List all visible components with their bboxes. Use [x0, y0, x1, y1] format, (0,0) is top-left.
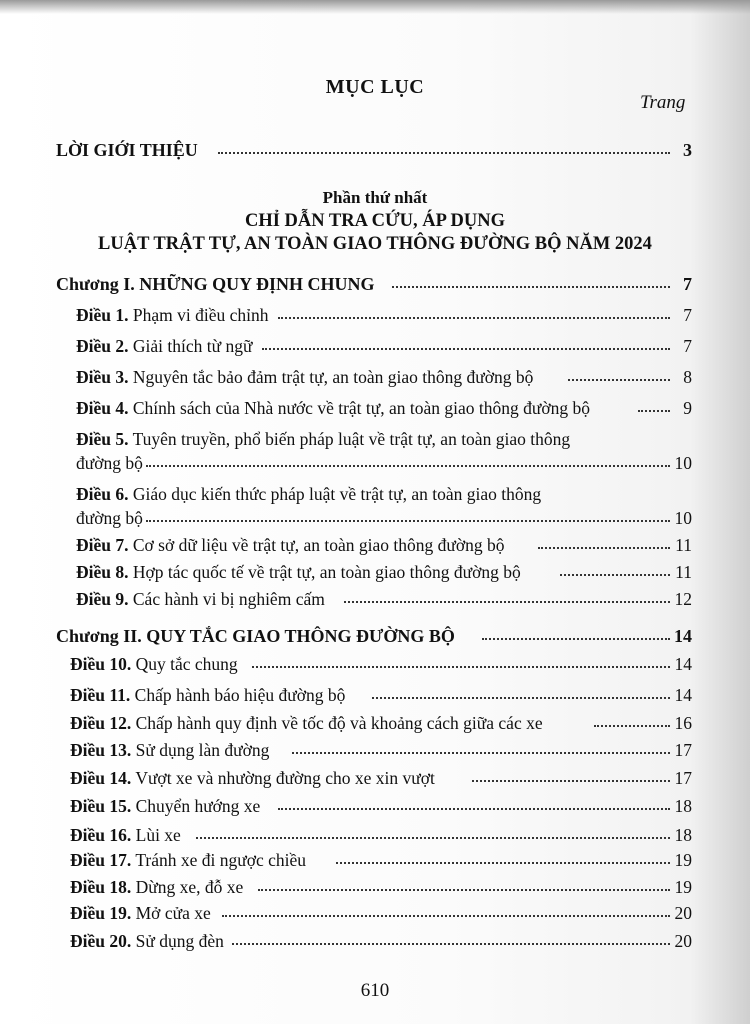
article-page: 7: [683, 305, 692, 325]
article-title: Quy tắc chung: [135, 654, 238, 674]
toc-entry-article-5: [0, 429, 750, 479]
article-number: Điều 12.: [70, 713, 132, 733]
article-number: Điều 1.: [76, 305, 129, 325]
dot-leader: [146, 465, 670, 467]
toc-title: MỤC LỤC: [325, 76, 425, 98]
article-page: 18: [674, 796, 692, 816]
toc-entry-intro: [0, 140, 750, 164]
dot-leader: [336, 862, 670, 864]
toc-entry-chapter-2: [0, 626, 750, 650]
dot-leader: [472, 780, 670, 782]
dot-leader: [638, 410, 670, 412]
toc-entry-article-3: [0, 367, 750, 391]
article-page: 8: [683, 367, 692, 387]
chapter-label: Chương II. QUY TẮC GIAO THÔNG ĐƯỜNG BỘ: [56, 626, 455, 646]
page-top-shadow: [0, 0, 750, 14]
part-title-line2: LUẬT TRẬT TỰ, AN TOÀN GIAO THÔNG ĐƯỜNG BỘ NĂM 2024: [98, 234, 652, 254]
toc-entry-article-9: [0, 589, 750, 613]
toc-entry-article-8: [0, 562, 750, 586]
article-page: 14: [674, 654, 692, 674]
article-title: Giải thích từ ngữ: [132, 336, 253, 356]
article-page: 14: [674, 685, 692, 705]
part-title-line1: CHỈ DẪN TRA CỨU, ÁP DỤNG: [244, 211, 506, 231]
article-title: Sử dụng đèn: [135, 931, 224, 951]
page-number: 610: [360, 980, 390, 1001]
article-title: Chấp hành báo hiệu đường bộ: [134, 685, 346, 705]
article-title: Phạm vi điều chỉnh: [132, 305, 269, 325]
toc-entry-article-16: [0, 825, 750, 849]
article-page: 10: [674, 453, 692, 473]
toc-entry-article-7: [0, 535, 750, 559]
article-number: Điều 14.: [70, 768, 132, 788]
article-page: 17: [674, 740, 692, 760]
intro-page: 3: [683, 140, 692, 160]
toc-entry-article-13: [0, 740, 750, 764]
dot-leader: [278, 808, 670, 810]
dot-leader: [568, 379, 670, 381]
article-title: Các hành vi bị nghiêm cấm: [132, 589, 325, 609]
page-column-label: Trang: [640, 92, 686, 113]
article-page: 11: [675, 535, 692, 555]
dot-leader: [232, 943, 670, 945]
article-title: Tránh xe đi ngược chiều: [135, 850, 307, 870]
article-page: 20: [674, 903, 692, 923]
article-title: Mở cửa xe: [135, 903, 211, 923]
article-title: Chính sách của Nhà nước về trật tự, an toàn giao thông đường bộ: [132, 398, 591, 418]
article-page: 17: [674, 768, 692, 788]
chapter-page: 14: [674, 626, 692, 646]
article-title: Cơ sở dữ liệu về trật tự, an toàn giao thông đường bộ: [132, 535, 505, 555]
toc-entry-article-19: [0, 903, 750, 927]
article-number: Điều 7.: [76, 535, 129, 555]
dot-leader: [258, 889, 670, 891]
toc-entry-article-2: [0, 336, 750, 360]
article-page: 11: [675, 562, 692, 582]
article-page: 10: [674, 508, 692, 528]
toc-entry-article-6: [0, 484, 750, 534]
dot-leader: [278, 317, 670, 319]
dot-leader: [196, 837, 670, 839]
dot-leader: [372, 697, 670, 699]
article-title-continued: đường bộ: [76, 508, 143, 528]
article-number: Điều 20.: [70, 931, 132, 951]
dot-leader: [344, 601, 670, 603]
article-number: Điều 3.: [76, 367, 129, 387]
dot-leader: [482, 638, 670, 640]
article-title: Nguyên tắc bảo đảm trật tự, an toàn giao thông đường bộ: [132, 367, 534, 387]
article-title: Giáo dục kiến thức pháp luật về trật tự, an toàn giao thông: [132, 484, 542, 504]
article-number: Điều 6.: [76, 484, 129, 504]
article-page: 9: [683, 398, 692, 418]
article-number: Điều 18.: [70, 877, 132, 897]
article-title: Hợp tác quốc tế về trật tự, an toàn giao thông đường bộ: [132, 562, 521, 582]
article-number: Điều 9.: [76, 589, 129, 609]
article-number: Điều 15.: [70, 796, 132, 816]
article-page: 19: [674, 877, 692, 897]
toc-entry-article-15: [0, 796, 750, 820]
dot-leader: [262, 348, 670, 350]
article-number: Điều 5.: [76, 429, 129, 449]
article-title-continued: đường bộ: [76, 453, 143, 473]
dot-leader: [218, 152, 670, 154]
article-title: Dừng xe, đỗ xe: [135, 877, 244, 897]
article-number: Điều 4.: [76, 398, 129, 418]
article-title: Chấp hành quy định về tốc độ và khoảng cách giữa các xe: [135, 713, 543, 733]
article-title: Tuyên truyền, phổ biến pháp luật về trật tự, an toàn giao thông: [132, 429, 571, 449]
toc-entry-article-12: [0, 713, 750, 737]
article-page: 20: [674, 931, 692, 951]
article-number: Điều 2.: [76, 336, 129, 356]
dot-leader: [392, 286, 670, 288]
article-page: 12: [674, 589, 692, 609]
toc-entry-article-17: [0, 850, 750, 874]
dot-leader: [594, 725, 670, 727]
dot-leader: [252, 666, 670, 668]
toc-entry-chapter-1: [0, 274, 750, 298]
article-number: Điều 13.: [70, 740, 132, 760]
article-title: Sử dụng làn đường: [135, 740, 270, 760]
article-title: Chuyển hướng xe: [135, 796, 261, 816]
article-number: Điều 16.: [70, 825, 132, 845]
dot-leader: [538, 547, 670, 549]
article-title: Lùi xe: [135, 825, 181, 845]
article-number: Điều 19.: [70, 903, 132, 923]
toc-entry-article-18: [0, 877, 750, 901]
toc-entry-article-14: [0, 768, 750, 792]
article-number: Điều 17.: [70, 850, 132, 870]
dot-leader: [146, 520, 670, 522]
dot-leader: [560, 574, 670, 576]
article-title: Vượt xe và nhường đường cho xe xin vượt: [135, 768, 435, 788]
toc-entry-article-4: [0, 398, 750, 422]
article-number: Điều 10.: [70, 654, 132, 674]
intro-label: LỜI GIỚI THIỆU: [56, 140, 198, 160]
part-number: Phần thứ nhất: [322, 188, 428, 207]
article-page: 7: [683, 336, 692, 356]
dot-leader: [222, 915, 670, 917]
toc-entry-article-11: [0, 685, 750, 709]
article-number: Điều 11.: [70, 685, 131, 705]
toc-entry-article-10: [0, 654, 750, 678]
article-number: Điều 8.: [76, 562, 129, 582]
dot-leader: [292, 752, 670, 754]
article-page: 18: [674, 825, 692, 845]
chapter-label: Chương I. NHỮNG QUY ĐỊNH CHUNG: [56, 274, 375, 294]
chapter-page: 7: [683, 274, 692, 294]
toc-entry-article-20: [0, 931, 750, 955]
article-page: 16: [674, 713, 692, 733]
article-page: 19: [674, 850, 692, 870]
toc-entry-article-1: [0, 305, 750, 329]
